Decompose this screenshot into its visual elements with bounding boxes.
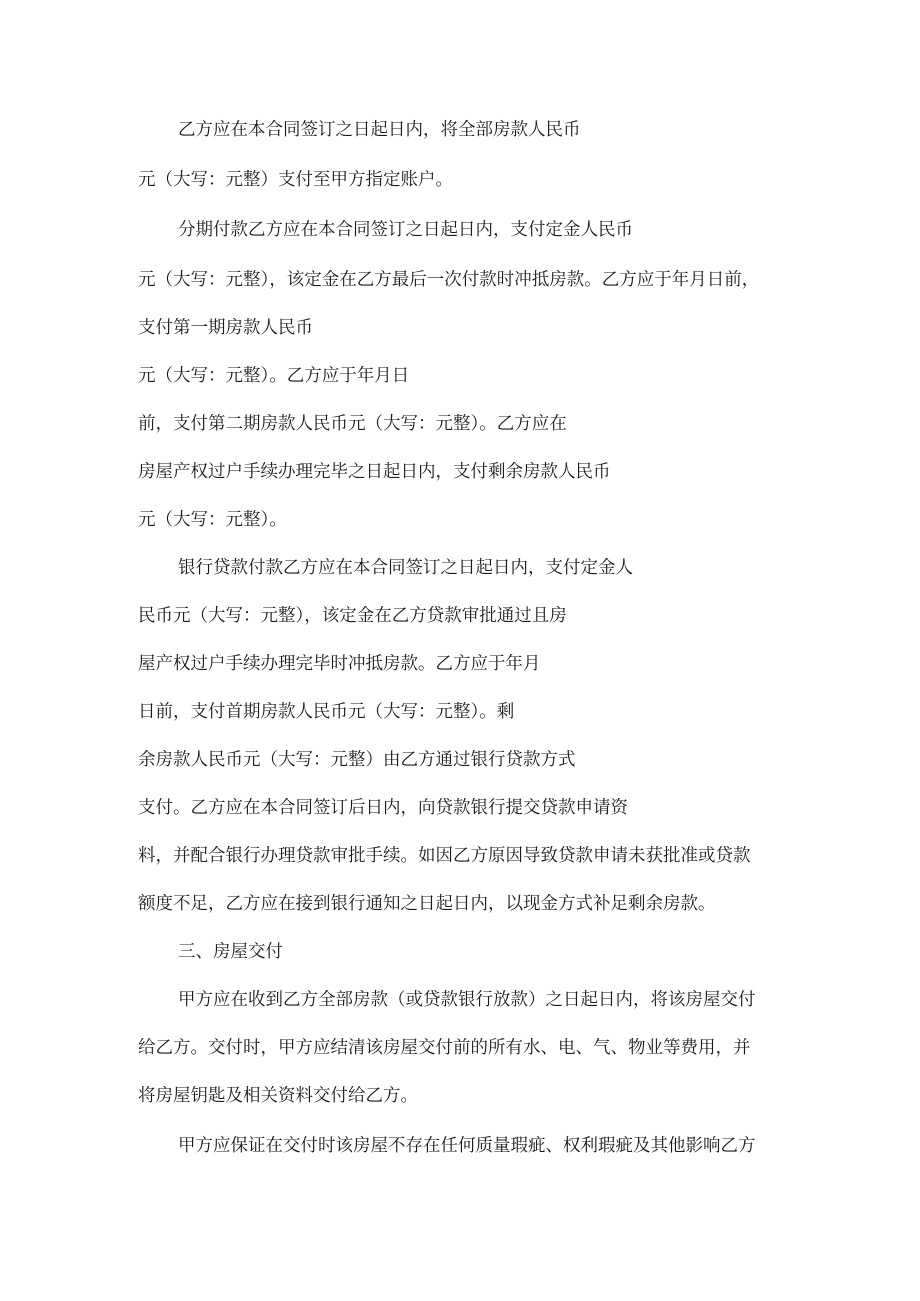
- paragraph-installment-line-3: 支付第一期房款人民币: [138, 318, 313, 338]
- paragraph-bank-loan-line-5: 余房款人民币元（大写：元整）由乙方通过银行贷款方式: [138, 750, 576, 770]
- paragraph-full-payment-line-1: 乙方应在本合同签订之日起日内，将全部房款人民币: [178, 120, 581, 140]
- paragraph-bank-loan-line-3: 屋产权过户手续办理完毕时冲抵房款。乙方应于年月: [138, 654, 541, 674]
- paragraph-full-payment-line-2: 元（大写：元整）支付至甲方指定账户。: [138, 170, 453, 190]
- paragraph-delivery-line-2: 给乙方。交付时，甲方应结清该房屋交付前的所有水、电、气、物业等费用，并: [138, 1038, 751, 1058]
- paragraph-bank-loan-line-6: 支付。乙方应在本合同签订后日内，向贷款银行提交贷款申请资: [138, 798, 628, 818]
- paragraph-installment-line-4: 元（大写：元整）。乙方应于年月日: [138, 366, 410, 386]
- paragraph-delivery-line-1: 甲方应在收到乙方全部房款（或贷款银行放款）之日起日内，将该房屋交付: [178, 990, 756, 1010]
- paragraph-installment-line-2: 元（大写：元整），该定金在乙方最后一次付款时冲抵房款。乙方应于年月日前，: [138, 270, 760, 290]
- paragraph-installment-line-7: 元（大写：元整）。: [138, 510, 287, 530]
- paragraph-installment-line-6: 房屋产权过户手续办理完毕之日起日内，支付剩余房款人民币: [138, 462, 611, 482]
- paragraph-warranty-line-1: 甲方应保证在交付时该房屋不存在任何质量瑕疵、权利瑕疵及其他影响乙方: [178, 1136, 756, 1156]
- paragraph-bank-loan-line-7: 料，并配合银行办理贷款审批手续。如因乙方原因导致贷款申请未获批准或贷款: [138, 846, 751, 866]
- paragraph-installment-line-5: 前，支付第二期房款人民币元（大写：元整）。乙方应在: [138, 414, 567, 434]
- paragraph-installment-line-1: 分期付款乙方应在本合同签订之日起日内，支付定金人民币: [178, 220, 633, 240]
- paragraph-bank-loan-line-4: 日前，支付首期房款人民币元（大写：元整）。剩: [138, 702, 515, 722]
- paragraph-bank-loan-line-8: 额度不足，乙方应在接到银行通知之日起日内，以现金方式补足剩余房款。: [138, 894, 716, 914]
- section-heading-house-delivery: 三、房屋交付: [178, 942, 283, 962]
- paragraph-bank-loan-line-1: 银行贷款付款乙方应在本合同签订之日起日内，支付定金人: [178, 558, 633, 578]
- paragraph-delivery-line-3: 将房屋钥匙及相关资料交付给乙方。: [138, 1086, 418, 1106]
- paragraph-bank-loan-line-2: 民币元（大写：元整），该定金在乙方贷款审批通过且房: [138, 606, 567, 626]
